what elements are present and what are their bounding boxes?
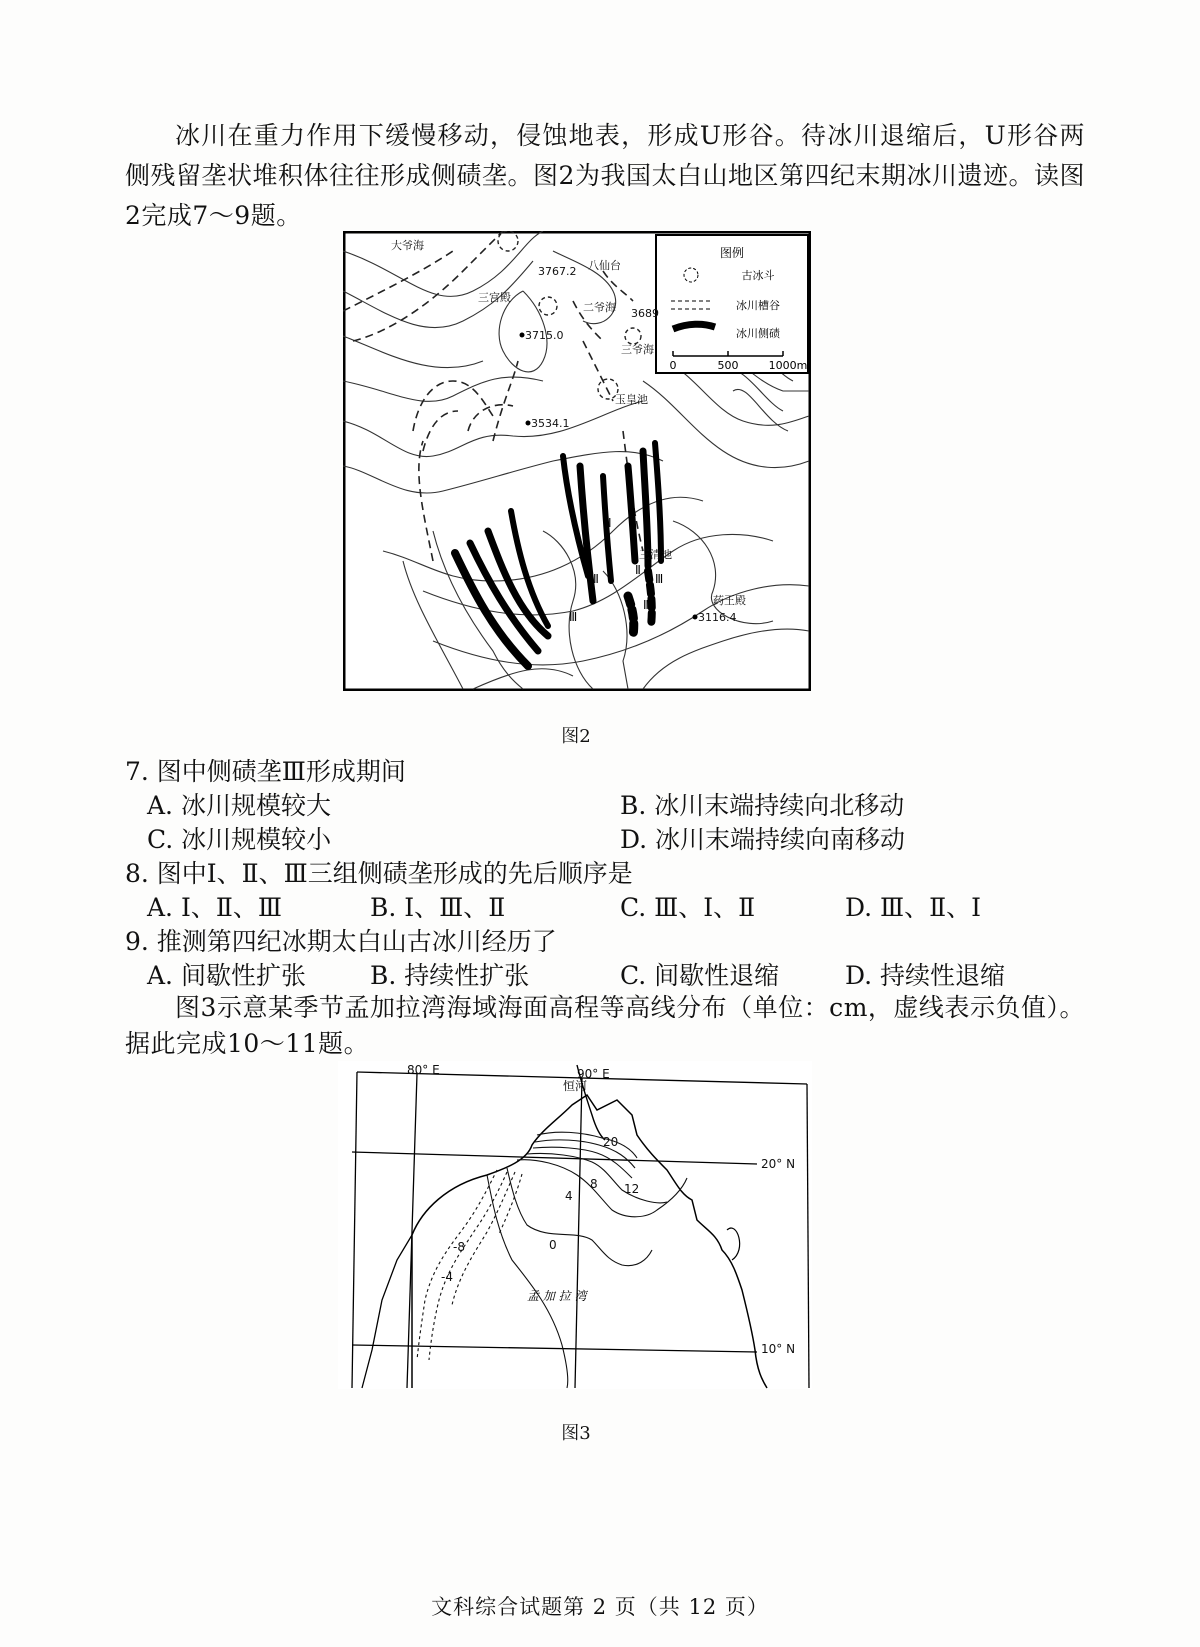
question-7-option-a[interactable]: A. 冰川规模较大 (147, 791, 331, 820)
sea-label: 孟 加 拉 湾 (527, 1289, 587, 1303)
question-8-stem: 8. 图中Ⅰ、Ⅱ、Ⅲ三组侧碛垄形成的先后顺序是 (125, 859, 633, 888)
question-7-stem: 7. 图中侧碛垄Ⅲ形成期间 (125, 757, 406, 786)
contour-label-20: 20 (603, 1135, 619, 1149)
contour-label-0: 0 (549, 1238, 557, 1252)
scale-label-1000: 1000m (768, 359, 808, 372)
intro-paragraph: 冰川在重力作用下缓慢移动，侵蚀地表，形成U形谷。待冰川退缩后，U形谷两侧残留垄状堆积体往往形成侧碛垄。图2为我国太白山地区第四纪末期冰川遗迹。读图2完成7～9题。 (125, 121, 1085, 230)
question-8-option-d[interactable]: D. Ⅲ、Ⅱ、Ⅰ (845, 893, 982, 922)
place-sangongdian: 三宫殿 (478, 291, 511, 304)
legend-item-cirque: 古冰斗 (741, 269, 775, 282)
place-yuhuangchi: 玉皇池 (615, 393, 648, 406)
figure3-map (337, 1060, 813, 1390)
question-9-stem: 9. 推测第四纪冰期太白山古冰川经历了 (125, 927, 557, 956)
moraine-label-3b: Ⅲ (655, 572, 664, 586)
lat-label-20n: 20° N (761, 1157, 796, 1171)
moraine-label-3c: Ⅲ (643, 598, 652, 612)
figure3-intro-paragraph: 图3示意某季节孟加拉湾海域海面高程等高线分布（单位：cm，虚线表示负值）。据此完成10～11题。 (125, 993, 1085, 1058)
legend-item-trough: 冰川槽谷 (736, 299, 780, 312)
lon-label-90e: 90° E (577, 1067, 610, 1081)
moraine-label-1: Ⅰ (608, 516, 612, 530)
elevation-3715: 3715.0 (525, 329, 564, 342)
elevation-3689: 3689 (631, 307, 659, 320)
moraine-label-2: Ⅱ (593, 572, 599, 586)
place-sanqingchi: 三清池 (639, 548, 672, 561)
figure3-caption: 图3 (561, 1423, 591, 1444)
legend-title: 图例 (719, 246, 745, 260)
river-label: 恒河 (563, 1079, 588, 1093)
contour-label-12: 12 (624, 1182, 640, 1196)
question-7-option-b[interactable]: B. 冰川末端持续向北移动 (620, 791, 905, 820)
question-9-option-c[interactable]: C. 间歇性退缩 (620, 961, 780, 990)
contour-label-8: 8 (590, 1177, 598, 1191)
page-footer: 文科综合试题第 2 页（共 12 页） (431, 1595, 769, 1619)
elevation-3116: 3116.4 (698, 611, 737, 624)
question-8-option-a[interactable]: A. Ⅰ、Ⅱ、Ⅲ (147, 893, 282, 922)
question-9-option-a[interactable]: A. 间歇性扩张 (147, 961, 306, 990)
place-sanyehai: 三爷海 (621, 343, 654, 356)
place-baxiantai: 八仙台 (588, 259, 621, 272)
legend-item-moraine: 冰川侧碛 (736, 327, 780, 340)
contour-label-4: 4 (565, 1189, 573, 1203)
question-8-option-c[interactable]: C. Ⅲ、Ⅰ、Ⅱ (620, 893, 756, 922)
moraine-label-2b: Ⅱ (635, 563, 641, 577)
question-9-option-d[interactable]: D. 持续性退缩 (845, 961, 1006, 990)
elevation-3767: 3767.2 (538, 265, 577, 278)
figure2-caption: 图2 (561, 726, 591, 747)
moraine-label-3: Ⅲ (569, 610, 578, 624)
scale-label-0: 0 (669, 359, 677, 372)
elevation-3534: 3534.1 (531, 417, 570, 430)
contour-label-neg4: -4 (441, 1270, 453, 1284)
contour-label-neg8: -8 (453, 1240, 465, 1254)
lat-label-10n: 10° N (761, 1342, 796, 1356)
scale-label-500: 500 (717, 359, 739, 372)
lon-label-80e: 80° E (407, 1063, 440, 1077)
question-7-option-c[interactable]: C. 冰川规模较小 (147, 825, 332, 854)
question-8-option-b[interactable]: B. Ⅰ、Ⅲ、Ⅱ (370, 893, 506, 922)
place-eryehai: 二爷海 (583, 301, 616, 314)
place-yaowangdian: 药王殿 (713, 594, 746, 607)
question-9-option-b[interactable]: B. 持续性扩张 (370, 961, 530, 990)
question-7-option-d[interactable]: D. 冰川末端持续向南移动 (620, 825, 906, 854)
place-dayehai: 大爷海 (391, 239, 424, 252)
figure2-map (343, 231, 811, 691)
